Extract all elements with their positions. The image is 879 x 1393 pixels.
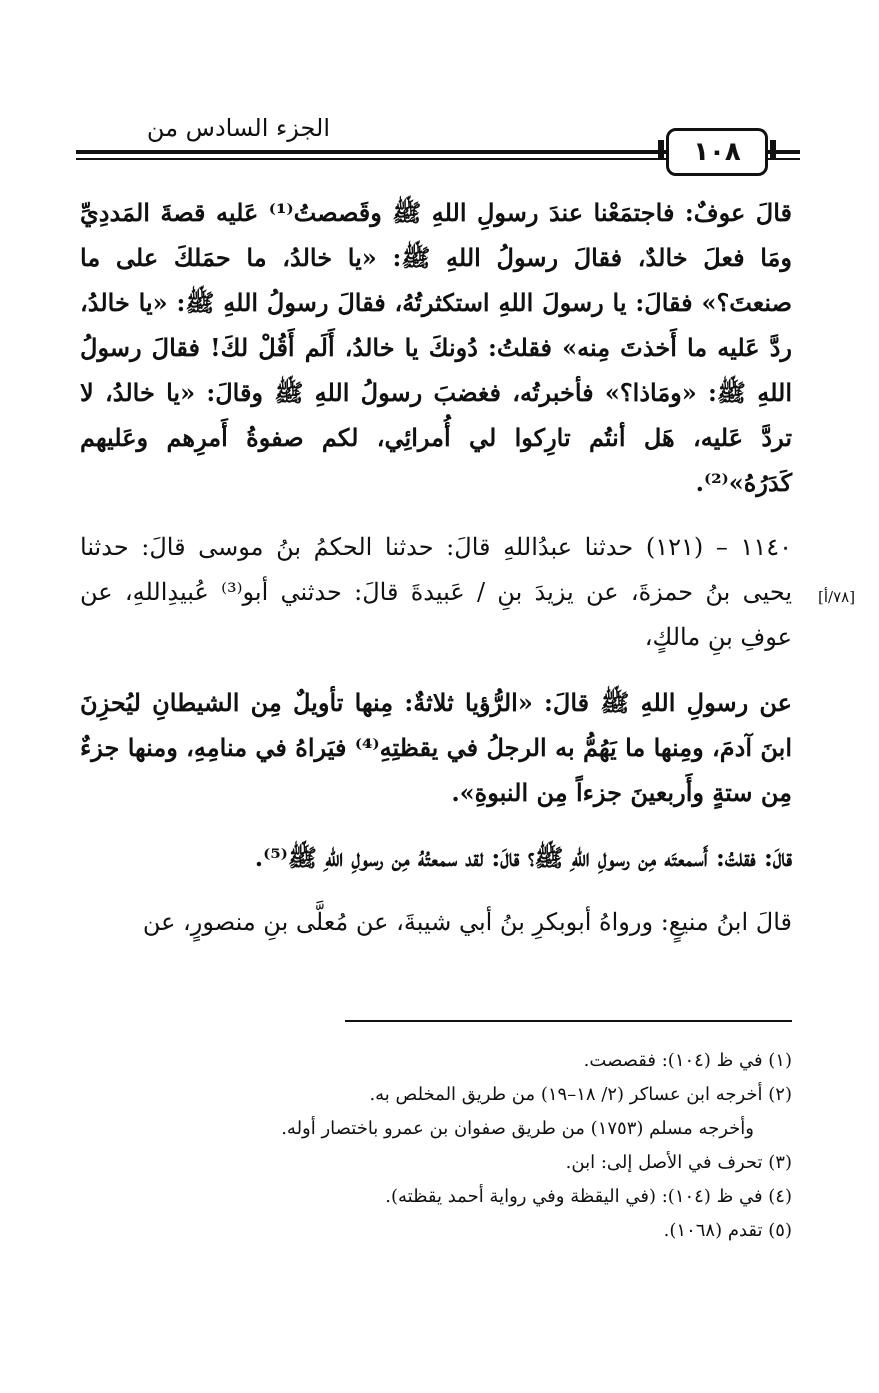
paragraph: عن رسولِ اللهِ ﷺ قالَ: «الرُّؤيا ثلاثةٌ: مِنها تأويلٌ مِن الشيطانِ ليُحزِنَ ابنَ آدمَ، ومِنها ما يَهُمُّ به الرجلُ في يقظتِهِ⁽⁴⁾ فيَراهُ في منامِهِ، ومنها جزءٌ مِن ستةٍ وأَربعينَ جزءاً مِن النبوةِ». (80, 688, 793, 807)
footnote: (١) في ظ (١٠٤): فقصصت. (583, 1050, 792, 1071)
footnotes (150, 1044, 792, 1248)
paragraph-isnad: ١١٤٠ – (١٢١) حدثنا عبدُاللهِ قالَ: حدثنا الحكمُ بنُ موسى قالَ: حدثنا يحيى بنُ حمزةَ، عن يزيدَ بنِ / عَبيدةَ قالَ: حدثني أبو⁽³⁾ عُبيدِاللهِ، عن عوفِ بنِ مالكٍ، (80, 533, 792, 651)
page-header (60, 108, 800, 178)
footnote-continuation: وأخرجه مسلم (١٧٥٣) من طريق صفوان بن عمرو باختصار أوله. (281, 1118, 754, 1139)
page-number: ١٠٨ (666, 128, 768, 176)
footnote: (٥) تقدم (١٠٦٨). (663, 1220, 792, 1241)
main-text (80, 190, 792, 945)
running-title: الجزء السادس من (146, 114, 330, 142)
footnote-separator (345, 1020, 792, 1022)
footnote: (٤) في ظ (١٠٤): (في اليقظة وفي رواية أحمد يقظته). (385, 1186, 792, 1207)
paragraph: قالَ ابنُ منيعٍ: ورواهُ أبوبكرِ بنُ أبي شيبةَ، عن مُعلَّى بنِ منصورٍ، عن (142, 908, 792, 936)
paragraph: قالَ عوفٌ: فاجتمَعْنا عندَ رسولِ اللهِ ﷺ وقَصصتُ⁽¹⁾ عَليه قصةَ المَددِيِّ ومَا فعلَ خالدٌ، فقالَ رسولُ اللهِ ﷺ: «يا خالدُ، ما حمَلكَ على ما صنعتَ؟» فقالَ: يا رسولَ اللهِ استكثرتُهُ، فقالَ رسولُ اللهِ ﷺ: «يا خالدُ، ردَّ عَليه ما أَخذتَ مِنه» فقلتُ: دُونكَ يا خالدُ، أَلَم أَقُلْ لكَ! فقالَ رسولُ اللهِ ﷺ: «ومَاذا؟» فأخبرتُه، فغضبَ رسولُ اللهِ ﷺ وقالَ: «يا خالدُ، لا تردَّ عَليه، هَل أنتُم تارِكوا لي أُمرائِي، لكم صفوةُ أَمرِهم وعَليهم كَدَرُهُ»⁽²⁾. (80, 198, 792, 497)
manuscript-folio-ref: [٧٨/أ] (818, 588, 856, 606)
paragraph: قالَ: فقلتُ: أَسمعتَه مِن رسولِ اللهِ ﷺ؟ قالَ: لقد سمعتُهُ مِن رسولِ اللهِ ﷺ⁽⁵⁾. (254, 843, 792, 872)
footnote: (٣) تحرف في الأصل إلى: ابن. (565, 1152, 792, 1173)
footnote: (٢) أخرجه ابن عساكر (٢/ ١٨–١٩) من طريق المخلص به. (369, 1084, 792, 1105)
